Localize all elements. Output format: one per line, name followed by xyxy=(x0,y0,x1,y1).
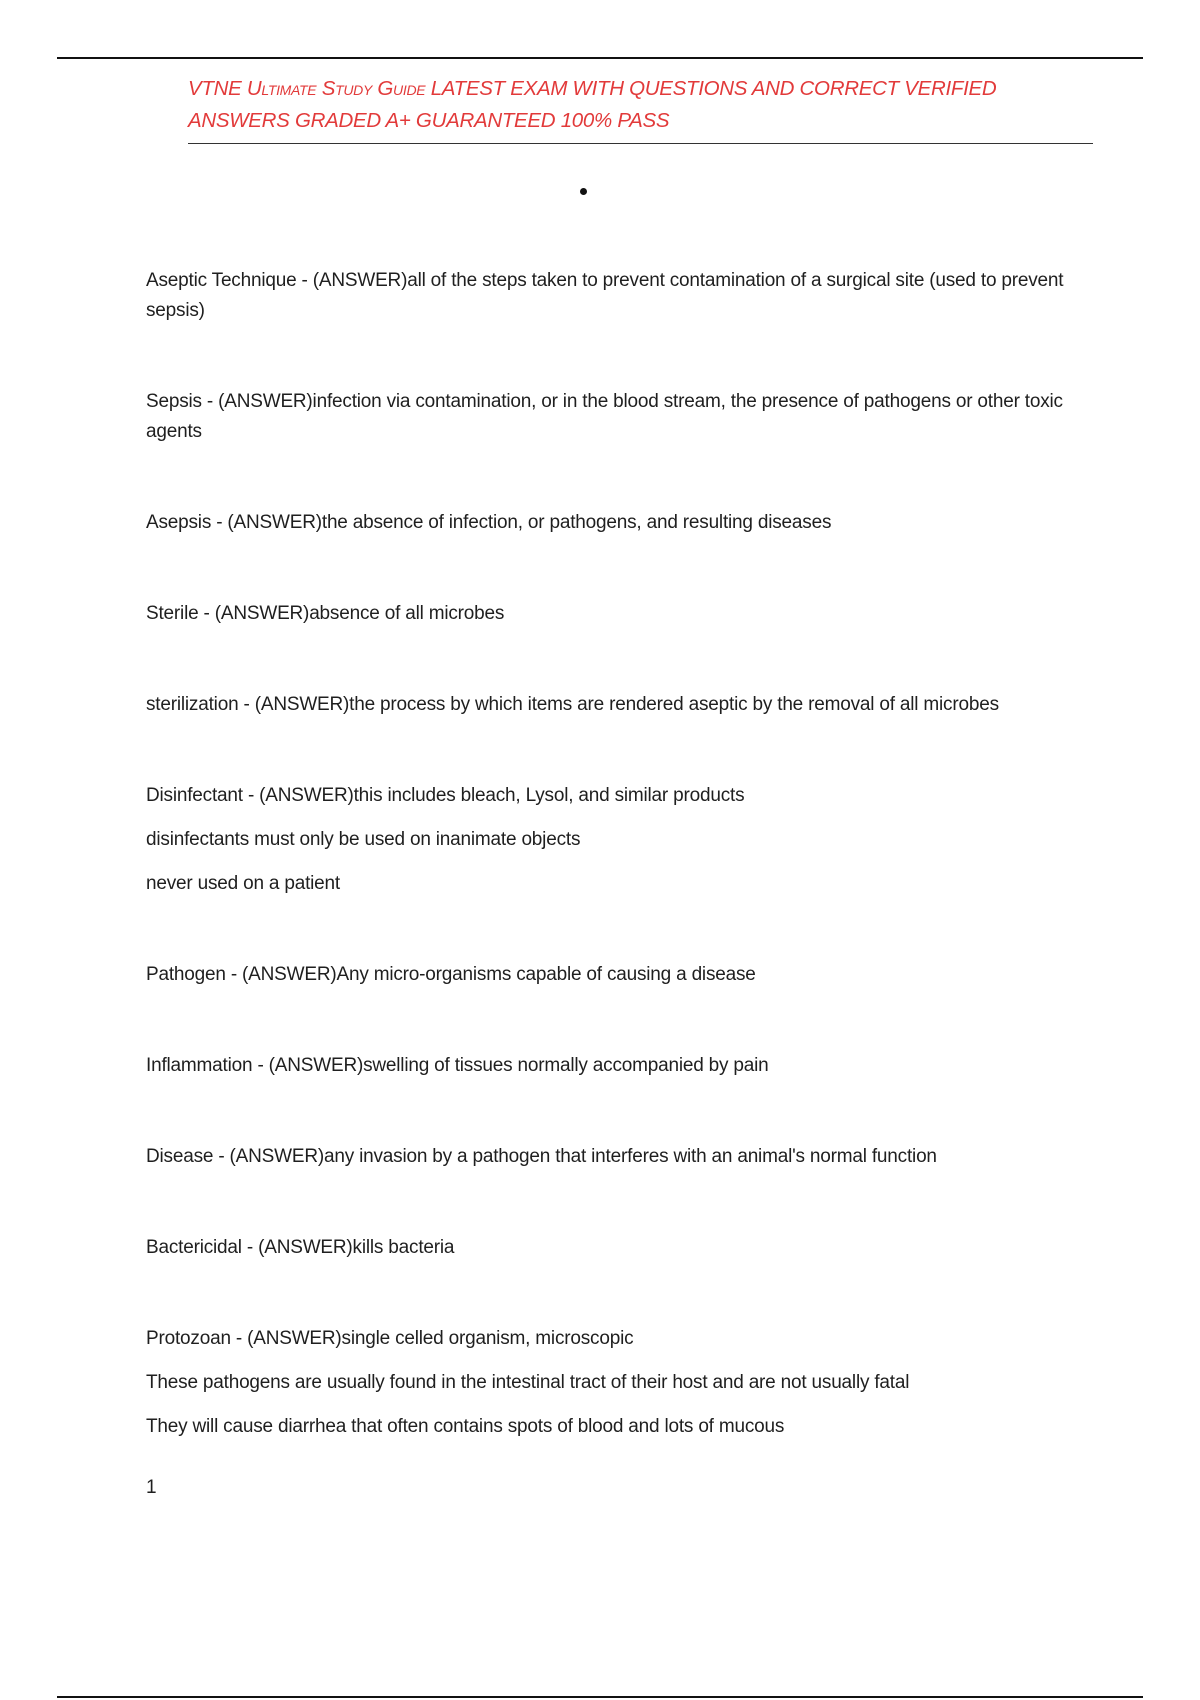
entry-line: disinfectants must only be used on inanimate objects xyxy=(146,829,581,850)
entry-line: Sterile - (ANSWER)absence of all microbes xyxy=(146,603,505,624)
bottom-rule xyxy=(57,1696,1143,1698)
header-title-part1: VTNE xyxy=(188,77,247,100)
entry-bactericidal xyxy=(146,1233,1086,1263)
entry-disinfectant xyxy=(146,781,1086,899)
entry-line: They will cause diarrhea that often contains spots of blood and lots of mucous xyxy=(146,1416,785,1437)
entry-line: Sepsis - (ANSWER)infection via contamination, or in the blood stream, the presence of pathogens or other toxic agents xyxy=(146,391,1063,442)
header-title-smallcaps: Ultimate Study Guide xyxy=(246,77,426,100)
entry-line: never used on a patient xyxy=(146,873,340,894)
document-body xyxy=(146,266,1086,1503)
entry-line: Aseptic Technique - (ANSWER)all of the steps taken to prevent contamination of a surgical site (used to prevent sepsis) xyxy=(146,270,1064,321)
entry-line: Pathogen - (ANSWER)Any micro-organisms capable of causing a disease xyxy=(146,964,756,985)
entry-line: Disinfectant - (ANSWER)this includes bleach, Lysol, and similar products xyxy=(146,785,745,806)
entry-line: Protozoan - (ANSWER)single celled organism, microscopic xyxy=(146,1328,634,1349)
entry-protozoan xyxy=(146,1324,1086,1442)
page-number: 1 xyxy=(146,1477,157,1498)
entry-line: These pathogens are usually found in the intestinal tract of their host and are not usually fatal xyxy=(146,1372,910,1393)
entry-asepsis xyxy=(146,508,1086,538)
entry-line: Disease - (ANSWER)any invasion by a pathogen that interferes with an animal's normal function xyxy=(146,1146,937,1167)
entry-line: Asepsis - (ANSWER)the absence of infection, or pathogens, and resulting diseases xyxy=(146,512,832,533)
entry-sterile xyxy=(146,599,1086,629)
header-title-part2: LATEST EXAM WITH QUESTIONS AND CORRECT VERIFIED ANSWERS GRADED A+ GUARANTEED 100% PASS xyxy=(188,77,997,132)
entry-line: Inflammation - (ANSWER)swelling of tissues normally accompanied by pain xyxy=(146,1055,769,1076)
entry-line: Bactericidal - (ANSWER)kills bacteria xyxy=(146,1237,455,1258)
entry-sepsis xyxy=(146,387,1086,447)
entry-disease xyxy=(146,1142,1086,1172)
entry-pathogen xyxy=(146,960,1086,990)
entry-line: sterilization - (ANSWER)the process by which items are rendered aseptic by the removal of all microbes xyxy=(146,694,999,715)
entry-aseptic-technique xyxy=(146,266,1086,326)
bullet-icon xyxy=(580,188,590,198)
entry-sterilization xyxy=(146,690,1086,720)
top-rule xyxy=(57,57,1143,59)
entry-inflammation xyxy=(146,1051,1086,1081)
document-header xyxy=(188,73,1093,144)
